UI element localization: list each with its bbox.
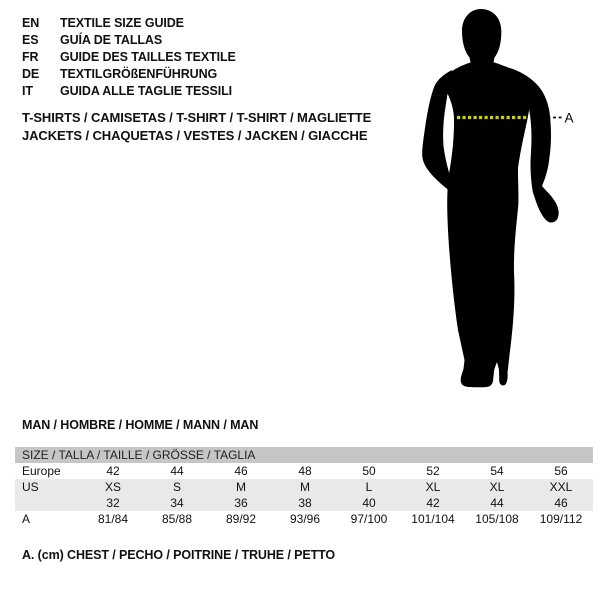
size-value: 46 — [554, 496, 568, 510]
section-title: MAN / HOMBRE / HOMME / MANN / MAN — [22, 418, 259, 432]
size-value: 44 — [490, 496, 504, 510]
size-value: 42 — [426, 496, 440, 510]
size-value: 50 — [362, 464, 376, 478]
row-label: Europe — [22, 464, 61, 478]
language-row — [22, 32, 236, 49]
language-label: TEXTILE SIZE GUIDE — [60, 16, 184, 30]
size-value: 81/84 — [97, 512, 129, 526]
language-row — [22, 15, 236, 32]
size-value: 105/108 — [475, 512, 519, 526]
size-value: 48 — [298, 464, 312, 478]
size-value: 85/88 — [161, 512, 193, 526]
footnote: A. (cm) CHEST / PECHO / POITRINE / TRUHE / PETTO — [22, 548, 336, 562]
size-value: 109/112 — [539, 512, 583, 526]
size-value: 40 — [362, 496, 376, 510]
size-value: 32 — [106, 496, 120, 510]
size-value: 46 — [234, 464, 248, 478]
language-code: FR — [22, 50, 39, 64]
left-arm-silhouette — [422, 70, 455, 194]
table-row — [15, 463, 593, 479]
size-value: XXL — [549, 480, 573, 494]
language-row — [22, 83, 236, 100]
language-code: IT — [22, 84, 33, 98]
size-value: L — [365, 480, 373, 494]
size-value: 42 — [106, 464, 120, 478]
size-value: XL — [425, 480, 441, 494]
row-label: A — [22, 512, 31, 526]
table-row — [15, 495, 593, 511]
size-table — [15, 447, 593, 527]
size-table-header: SIZE / TALLA / TAILLE / GRÖSSE / TAGLIA — [15, 447, 593, 463]
size-value: 54 — [490, 464, 504, 478]
right-arm-silhouette — [508, 68, 559, 223]
size-value: 52 — [426, 464, 440, 478]
size-value: 97/100 — [350, 512, 388, 526]
size-value: 38 — [298, 496, 312, 510]
size-value: XL — [489, 480, 505, 494]
size-value: 93/96 — [289, 512, 321, 526]
size-value: XS — [104, 480, 121, 494]
size-value: 36 — [234, 496, 248, 510]
language-label: GUIDE DES TAILLES TEXTILE — [60, 50, 236, 64]
row-label — [15, 495, 81, 511]
size-value: 34 — [170, 496, 184, 510]
row-label: US — [22, 480, 39, 494]
measure-label-a: A — [564, 110, 574, 126]
size-table-body — [15, 463, 593, 527]
language-row — [22, 49, 236, 66]
language-label: TEXTILGRÖßENFÜHRUNG — [60, 67, 218, 81]
language-list — [22, 15, 236, 100]
language-label: GUIDA ALLE TAGLIE TESSILI — [60, 84, 233, 98]
language-code: EN — [22, 16, 40, 30]
body-silhouette — [441, 9, 534, 387]
table-row — [15, 479, 593, 495]
category-list — [22, 109, 371, 144]
size-value: 89/92 — [225, 512, 257, 526]
size-value: 56 — [554, 464, 568, 478]
size-value: 44 — [170, 464, 184, 478]
table-row — [15, 511, 593, 527]
size-value: S — [172, 480, 181, 494]
language-label: GUÍA DE TALLAS — [60, 33, 163, 47]
category-line: JACKETS / CHAQUETAS / VESTES / JACKEN / GIACCHE — [22, 127, 368, 143]
language-row — [22, 66, 236, 83]
category-line: T-SHIRTS / CAMISETAS / T-SHIRT / T-SHIRT / MAGLIETTE — [22, 110, 372, 125]
language-code: DE — [22, 67, 40, 81]
size-value: M — [300, 480, 310, 494]
size-value: M — [236, 480, 246, 494]
language-code: ES — [22, 33, 39, 47]
size-value: 101/104 — [411, 512, 455, 526]
